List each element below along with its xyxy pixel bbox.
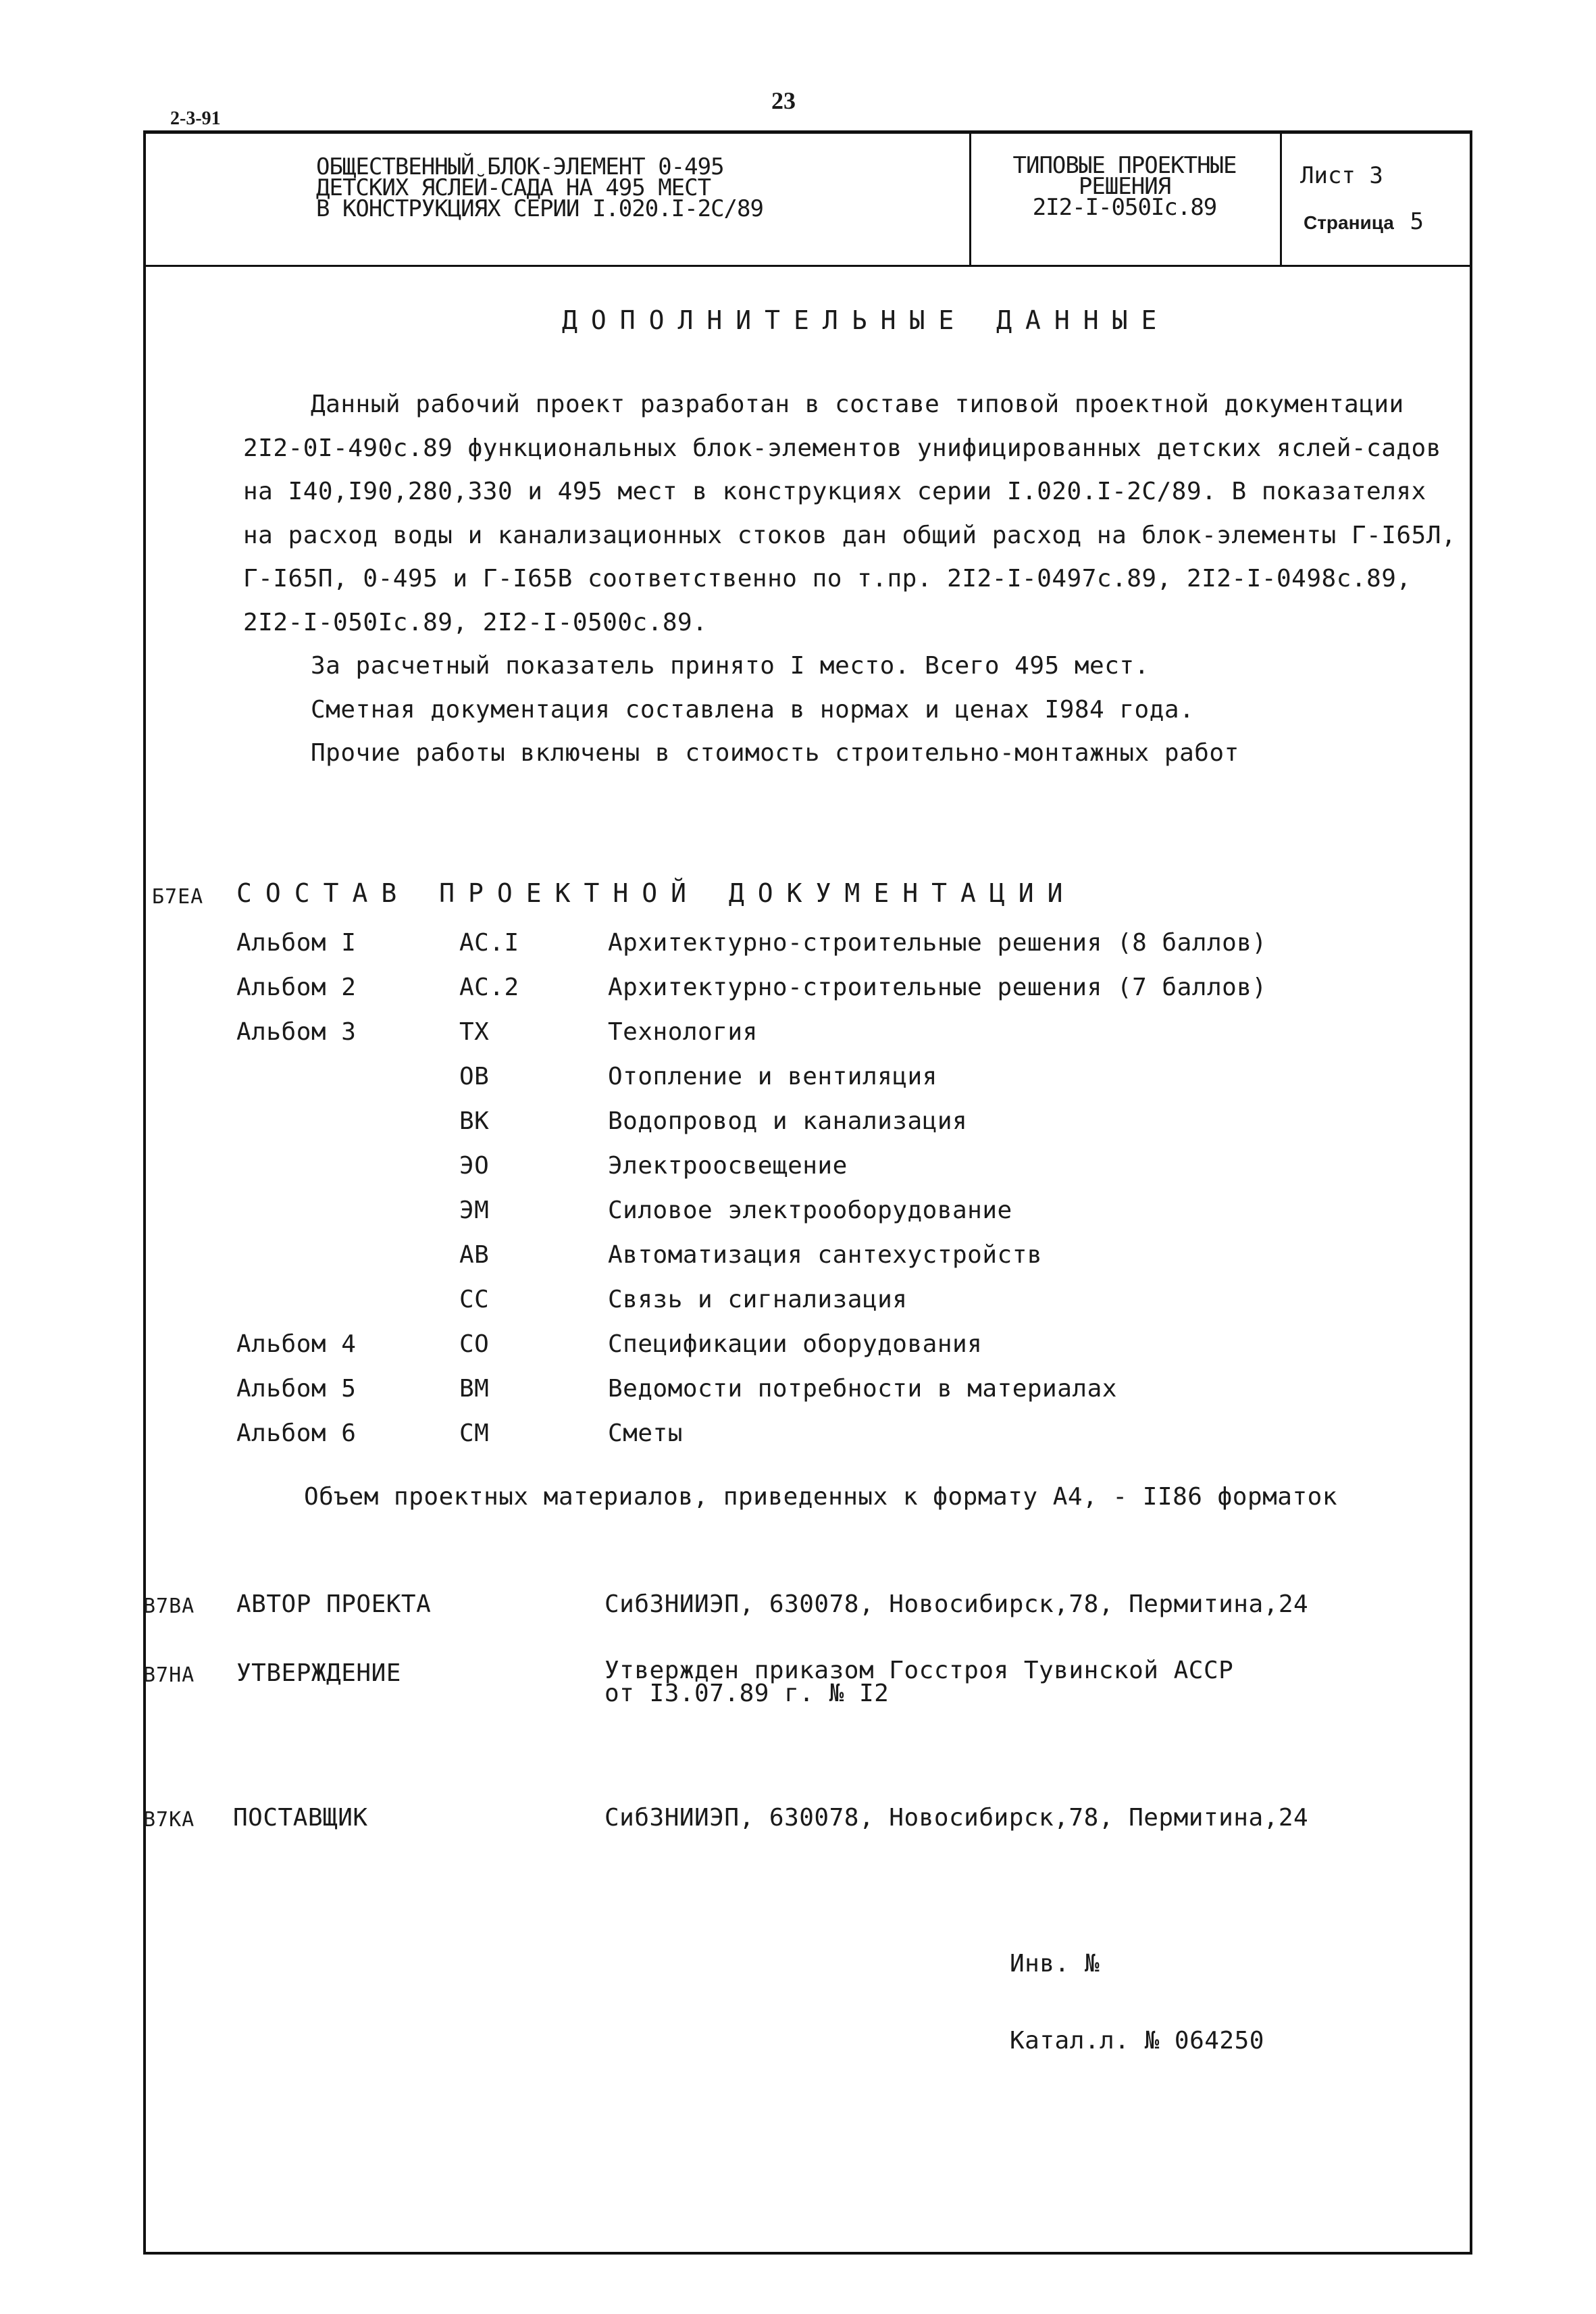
text-line: 2I2-0I-490с.89 функциональных блок-элементов унифицированных детских яслей-садов <box>243 434 1441 462</box>
text-paragraph: Прочие работы включены в стоимость строительно-монтажных работ <box>311 739 1239 767</box>
table-row <box>236 1144 1216 1188</box>
table-row <box>236 921 1267 965</box>
album-cell: Альбом 5 <box>236 1375 357 1403</box>
text-line: Данный рабочий проект разработан в составе типовой проектной документации <box>311 391 1404 418</box>
mark-cell: ВК <box>459 1107 490 1135</box>
table-row <box>236 1411 1216 1456</box>
mark-cell: ВМ <box>459 1375 490 1403</box>
table-row <box>236 1233 1216 1278</box>
page-label: Страница <box>1304 212 1394 233</box>
name-cell: Водопровод и канализация <box>608 1107 968 1135</box>
table-row <box>236 1055 1216 1099</box>
mark-cell: АС.I <box>459 929 519 957</box>
mark-cell: СО <box>459 1330 490 1358</box>
text-line: на расход воды и канализационных стоков дан общий расход на блок-элементы Г-I65Л, <box>243 521 1457 549</box>
table-row <box>236 1322 1216 1367</box>
supplier-code: В7КА <box>143 1808 195 1832</box>
composition-code: Б7ЕА <box>152 885 204 909</box>
table-row <box>236 1188 1216 1233</box>
name-cell: Силовое электрооборудование <box>608 1197 1012 1224</box>
header-separator-1 <box>969 130 971 266</box>
approval-line: от I3.07.89 г. № I2 <box>604 1680 890 1707</box>
name-cell: Отопление и вентиляция <box>608 1063 937 1090</box>
table-row <box>236 1367 1216 1411</box>
volume-note: Объем проектных материалов, приведенных к формату А4, - II86 форматок <box>304 1483 1337 1511</box>
approval-line: Утвержден приказом Госстроя Тувинской АССР <box>604 1657 1234 1684</box>
mark-cell: ЭО <box>459 1152 490 1180</box>
header-divider <box>143 265 1472 267</box>
table-row <box>236 965 1267 1010</box>
top-code: 2-3-91 <box>170 108 221 129</box>
author-value: СибЗНИИЭП, 630078, Новосибирск,78, Пермитина,24 <box>604 1590 1309 1618</box>
mark-cell: ОВ <box>459 1063 490 1090</box>
table-row <box>236 1278 1216 1322</box>
approval-label: УТВЕРЖДЕНИЕ <box>236 1659 401 1687</box>
mark-cell: СС <box>459 1286 490 1313</box>
header-title-line: ДЕТСКИХ ЯСЛЕЙ-САДА НА 495 МЕСТ <box>316 174 711 201</box>
name-cell: Сметы <box>608 1419 683 1447</box>
name-cell: Автоматизация сантехустройств <box>608 1241 1043 1269</box>
composition-heading: СОСТАВ ПРОЕКТНОЙ ДОКУМЕНТАЦИИ <box>236 878 1077 908</box>
sheet-value: 3 <box>1369 162 1383 189</box>
header-type-line: 2I2-I-050Iс.89 <box>1032 194 1217 221</box>
page-number: 23 <box>771 87 796 114</box>
catalog-number: Катал.л. № 064250 <box>1010 2027 1264 2055</box>
name-cell: Спецификации оборудования <box>608 1330 983 1358</box>
page-info <box>1304 208 1424 235</box>
album-cell: Альбом 6 <box>236 1419 357 1447</box>
supplier-value: СибЗНИИЭП, 630078, Новосибирск,78, Пермитина,24 <box>604 1804 1309 1832</box>
album-cell: Альбом I <box>236 929 357 957</box>
header-title-line: ОБЩЕСТВЕННЫЙ БЛОК-ЭЛЕМЕНТ 0-495 <box>316 153 724 180</box>
author-label: АВТОР ПРОЕКТА <box>236 1590 432 1618</box>
author-code: В7ВА <box>143 1594 195 1618</box>
approval-value <box>604 1659 1233 1705</box>
header-title <box>316 153 763 222</box>
table-row <box>236 1010 1216 1055</box>
header-type <box>973 152 1277 221</box>
text-paragraph: Сметная документация составлена в нормах и ценах I984 года. <box>311 695 1195 724</box>
text-line: на I40,I90,280,330 и 495 мест в конструкциях серии I.020.I-2С/89. В показателях <box>243 478 1426 505</box>
header-type-line: ТИПОВЫЕ ПРОЕКТНЫЕ <box>1012 152 1237 179</box>
name-cell: Ведомости потребности в материалах <box>608 1375 1117 1403</box>
approval-code: В7НА <box>143 1663 195 1687</box>
album-cell: Альбом 2 <box>236 974 357 1001</box>
mark-cell: СМ <box>459 1419 490 1447</box>
mark-cell: ТХ <box>459 1018 490 1046</box>
header-separator-2 <box>1280 130 1282 266</box>
additional-heading: ДОПОЛНИТЕЛЬНЫЕ ДАННЫЕ <box>562 305 1170 335</box>
name-cell: Электроосвещение <box>608 1152 848 1180</box>
additional-text <box>243 383 1456 776</box>
table-row <box>236 1099 1216 1144</box>
mark-cell: ЭМ <box>459 1197 490 1224</box>
name-cell: Архитектурно-строительные решения (8 баллов) <box>608 929 1267 957</box>
album-cell: Альбом 4 <box>236 1330 357 1358</box>
inventory-number: Инв. № <box>1010 1950 1100 1978</box>
name-cell: Технология <box>608 1018 758 1046</box>
page-value: 5 <box>1410 208 1424 235</box>
text-paragraph: За расчетный показатель принято I место. Всего 495 мест. <box>311 652 1150 680</box>
mark-cell: АВ <box>459 1241 490 1269</box>
header-type-line: РЕШЕНИЯ <box>1078 173 1171 200</box>
text-line: 2I2-I-050Iс.89, 2I2-I-0500с.89. <box>243 608 708 636</box>
album-cell: Альбом 3 <box>236 1018 357 1046</box>
supplier-label: ПОСТАВЩИК <box>233 1804 368 1832</box>
text-line: Г-I65П, 0-495 и Г-I65В соответственно по т.пр. 2I2-I-0497с.89, 2I2-I-0498с.89, <box>243 565 1412 593</box>
name-cell: Связь и сигнализация <box>608 1286 908 1313</box>
header-title-line: В КОНСТРУКЦИЯХ СЕРИИ I.020.I-2С/89 <box>316 195 763 222</box>
mark-cell: АС.2 <box>459 974 519 1001</box>
name-cell: Архитектурно-строительные решения (7 баллов) <box>608 974 1267 1001</box>
sheet-label: Лист <box>1300 162 1356 189</box>
sheet-info <box>1300 162 1383 189</box>
composition-table <box>236 921 1267 1456</box>
